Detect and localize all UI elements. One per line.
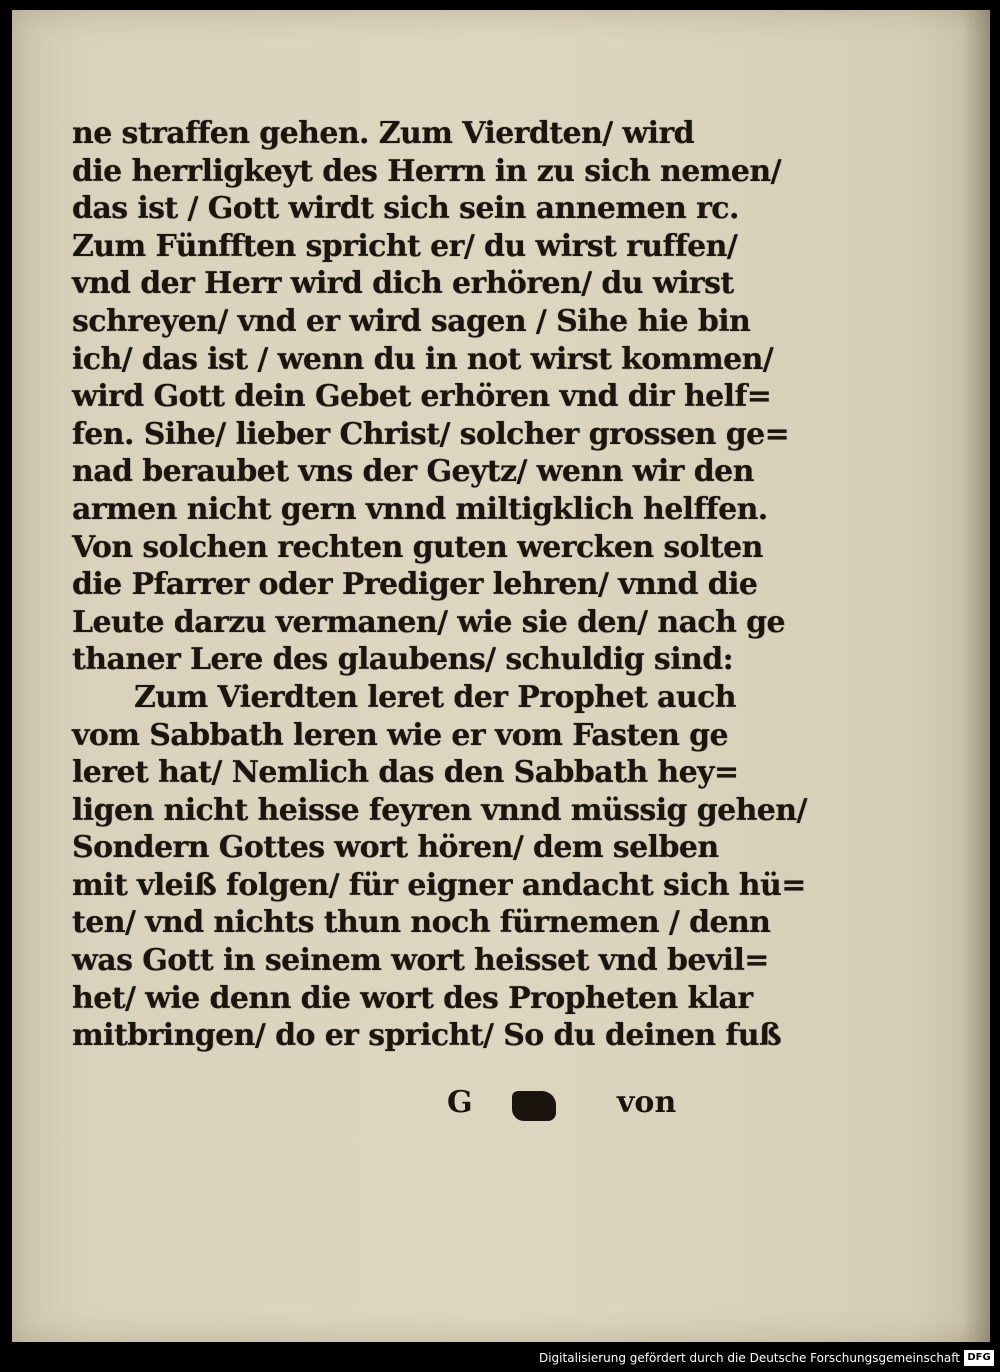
text-line: was Gott in seinem wort heisset vnd bevil= bbox=[72, 943, 769, 979]
text-line: die herrligkeyt des Herrn in zu sich nemen/ bbox=[72, 153, 781, 189]
body-text bbox=[72, 115, 807, 1055]
text-line: ten/ vnd nichts thun noch fürnemen / denn bbox=[72, 905, 771, 941]
ink-blot bbox=[512, 1091, 556, 1121]
text-line: ligen nicht heisse feyren vnnd müssig gehen/ bbox=[72, 792, 807, 828]
catchword: von bbox=[617, 1085, 677, 1120]
text-line: leret hat/ Nemlich das den Sabbath hey= bbox=[72, 755, 739, 791]
dfg-logo: DFG bbox=[964, 1350, 994, 1366]
text-line: ich/ das ist / wenn du in not wirst kommen/ bbox=[72, 341, 774, 377]
text-line: nad beraubet vns der Geytz/ wenn wir den bbox=[72, 454, 754, 490]
text-line: das ist / Gott wirdt sich sein annemen rc. bbox=[72, 191, 739, 227]
text-line: mitbringen/ do er spricht/ So du deinen fuß bbox=[72, 1018, 782, 1054]
footer-bar bbox=[0, 1342, 1000, 1372]
scanned-page bbox=[12, 10, 990, 1342]
text-line: vom Sabbath leren wie er vom Fasten ge bbox=[72, 717, 729, 753]
text-line: fen. Sihe/ lieber Christ/ solcher grossen ge= bbox=[72, 416, 790, 452]
funding-credit: Digitalisierung gefördert durch die Deutsche Forschungsgemeinschaft bbox=[538, 1351, 960, 1365]
text-line: Von solchen rechten guten wercken solten bbox=[72, 529, 763, 565]
text-line: die Pfarrer oder Prediger lehren/ vnnd die bbox=[72, 567, 758, 603]
text-line: Sondern Gottes wort hören/ dem selben bbox=[72, 830, 719, 866]
text-line: thaner Lere des glaubens/ schuldig sind: bbox=[72, 642, 734, 678]
text-line: schreyen/ vnd er wird sagen / Sihe hie bin bbox=[72, 303, 751, 339]
text-line: mit vleiß folgen/ für eigner andacht sich hü= bbox=[72, 867, 806, 903]
paragraph-start-line: Zum Vierdten leret der Prophet auch bbox=[134, 679, 736, 715]
text-line: Zum Fünfften spricht er/ du wirst ruffen/ bbox=[72, 228, 738, 264]
text-line: vnd der Herr wird dich erhören/ du wirst bbox=[72, 266, 734, 302]
text-line: armen nicht gern vnnd miltigklich helffen. bbox=[72, 491, 768, 527]
text-line: ne straffen gehen. Zum Vierdten/ wird bbox=[72, 116, 695, 151]
signature-mark: G bbox=[447, 1085, 473, 1120]
text-line: het/ wie denn die wort des Propheten klar bbox=[72, 980, 753, 1016]
text-line: Leute darzu vermanen/ wie sie den/ nach ge bbox=[72, 604, 785, 640]
catchline bbox=[72, 1085, 692, 1125]
text-line: wird Gott dein Gebet erhören vnd dir helf= bbox=[72, 379, 772, 415]
page-edge-shadow bbox=[962, 10, 990, 1342]
